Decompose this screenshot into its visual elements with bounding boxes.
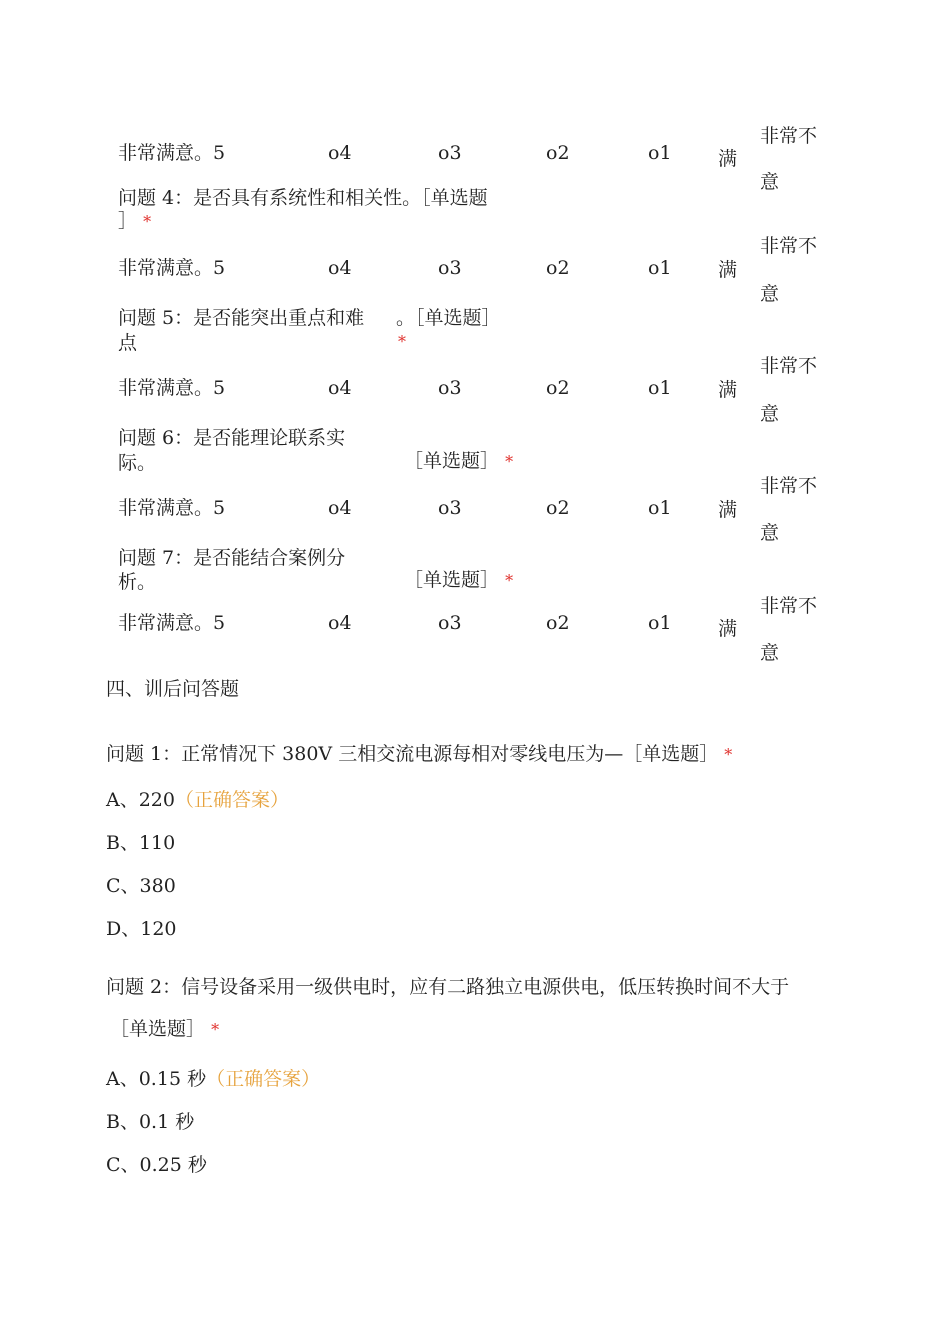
scale-option-3[interactable]: o3 (438, 612, 462, 634)
scale-option-2[interactable]: o2 (546, 612, 570, 634)
scale-not-very-line2: 意 (760, 171, 780, 193)
section-title: 四、训后问答题 (106, 678, 240, 700)
scale-option-4[interactable]: o4 (328, 612, 352, 634)
required-star: * (724, 745, 733, 764)
scale-not-very-line2: 意 (760, 642, 780, 664)
question-tag-wrap (404, 568, 513, 593)
scale-option-2[interactable]: o2 (546, 497, 570, 519)
scale-not-very-line1: 非常不 (760, 235, 818, 257)
scale-not-very-line1: 非常不 (760, 125, 818, 147)
question-tag: ［单选题］ (110, 1018, 206, 1040)
question-text: 问题 1：正常情况下 380V 三相交流电源每相对零线电压为—［单选题］ (106, 743, 719, 765)
scale-option-3[interactable]: o3 (438, 497, 462, 519)
question-text: 问题 4：是否具有系统性和相关性。［单选题 (118, 187, 488, 209)
scale-not-very-line2: 意 (760, 522, 780, 544)
option-a[interactable] (106, 788, 289, 812)
scale-not-very-line2-clipped (760, 641, 780, 664)
scale-very-satisfied: 非常满意。5 (118, 612, 226, 634)
required-star: * (211, 1020, 220, 1039)
scale-option-1[interactable]: o1 (648, 142, 672, 164)
option-d[interactable] (106, 917, 177, 941)
option-label: B、0.1 秒 (106, 1111, 195, 1133)
required-star: * (505, 571, 514, 590)
scale-option-2[interactable]: o2 (546, 257, 570, 279)
required-star: * (398, 332, 406, 351)
scale-option-3[interactable]: o3 (438, 142, 462, 164)
scale-very-satisfied: 非常满意。5 (118, 257, 226, 279)
scale-very-satisfied: 非常满意。5 (118, 497, 226, 519)
scale-option-1[interactable]: o1 (648, 612, 672, 634)
scale-not-very-line2: 意 (760, 403, 780, 425)
scale-not-very-line1: 非常不 (760, 595, 818, 617)
option-label: C、0.25 秒 (106, 1154, 207, 1176)
question-text-cont (118, 209, 151, 234)
option-a[interactable] (106, 1067, 320, 1091)
scale-satisfied: 满 (718, 379, 738, 401)
scale-not-very-line2-clipped (760, 521, 780, 544)
question-text: 问题 5：是否能突出重点和难 (118, 307, 365, 329)
scale-satisfied: 满 (718, 499, 738, 521)
question-text: 问题 2：信号设备采用一级供电时，应有二路独立电源供电，低压转换时间不大于 (106, 976, 790, 998)
scale-satisfied: 满 (718, 259, 738, 281)
scale-option-1[interactable]: o1 (648, 377, 672, 399)
scale-option-1[interactable]: o1 (648, 497, 672, 519)
required-star: * (505, 452, 514, 471)
scale-satisfied: 满 (718, 618, 738, 640)
option-label: A、0.15 秒 (106, 1068, 207, 1090)
question-text: 问题 7：是否能结合案例分 (118, 547, 346, 569)
scale-option-3[interactable]: o3 (438, 377, 462, 399)
question-tag-wrap (110, 1017, 219, 1042)
option-label: A、220 (106, 789, 175, 811)
scale-option-2[interactable]: o2 (546, 377, 570, 399)
question-text-cont: 析。 (118, 571, 157, 593)
question-tag-wrap (404, 449, 513, 474)
question-text-cont: 点 (118, 332, 138, 354)
correct-answer-note: （正确答案） (175, 789, 290, 811)
scale-option-2[interactable]: o2 (546, 142, 570, 164)
scale-option-4[interactable]: o4 (328, 257, 352, 279)
option-c[interactable] (106, 874, 176, 898)
question-text-cont: 际。 (118, 452, 157, 474)
scale-option-3[interactable]: o3 (438, 257, 462, 279)
option-c[interactable] (106, 1153, 207, 1177)
option-label: C、380 (106, 875, 176, 897)
scale-satisfied: 满 (718, 148, 738, 170)
scale-not-very-line2-clipped (760, 170, 780, 193)
scale-not-very-line1: 非常不 (760, 475, 818, 497)
scale-very-satisfied: 非常满意。5 (118, 142, 226, 164)
question-tag: ［单选题］ (404, 450, 500, 472)
required-star: * (143, 212, 152, 231)
option-b[interactable] (106, 1110, 194, 1134)
scale-option-4[interactable]: o4 (328, 142, 352, 164)
correct-answer-note: （正确答案） (206, 1068, 321, 1090)
option-label: D、120 (106, 918, 177, 940)
question-tag: 。［单选题］ (396, 307, 501, 329)
question-tag: ［单选题］ (404, 569, 500, 591)
scale-very-satisfied: 非常满意。5 (118, 377, 226, 399)
scale-not-very-line2: 意 (760, 283, 780, 305)
question-text: 问题 6：是否能理论联系实 (118, 427, 346, 449)
scale-option-4[interactable]: o4 (328, 377, 352, 399)
scale-option-1[interactable]: o1 (648, 257, 672, 279)
scale-option-4[interactable]: o4 (328, 497, 352, 519)
scale-not-very-line1: 非常不 (760, 355, 818, 377)
scale-not-very-line2-clipped (760, 402, 780, 425)
option-label: B、110 (106, 832, 176, 854)
option-b[interactable] (106, 831, 175, 855)
question-bracket: ］ (118, 210, 138, 232)
scale-not-very-line2-clipped (760, 282, 780, 305)
question-text-wrap (106, 742, 732, 767)
